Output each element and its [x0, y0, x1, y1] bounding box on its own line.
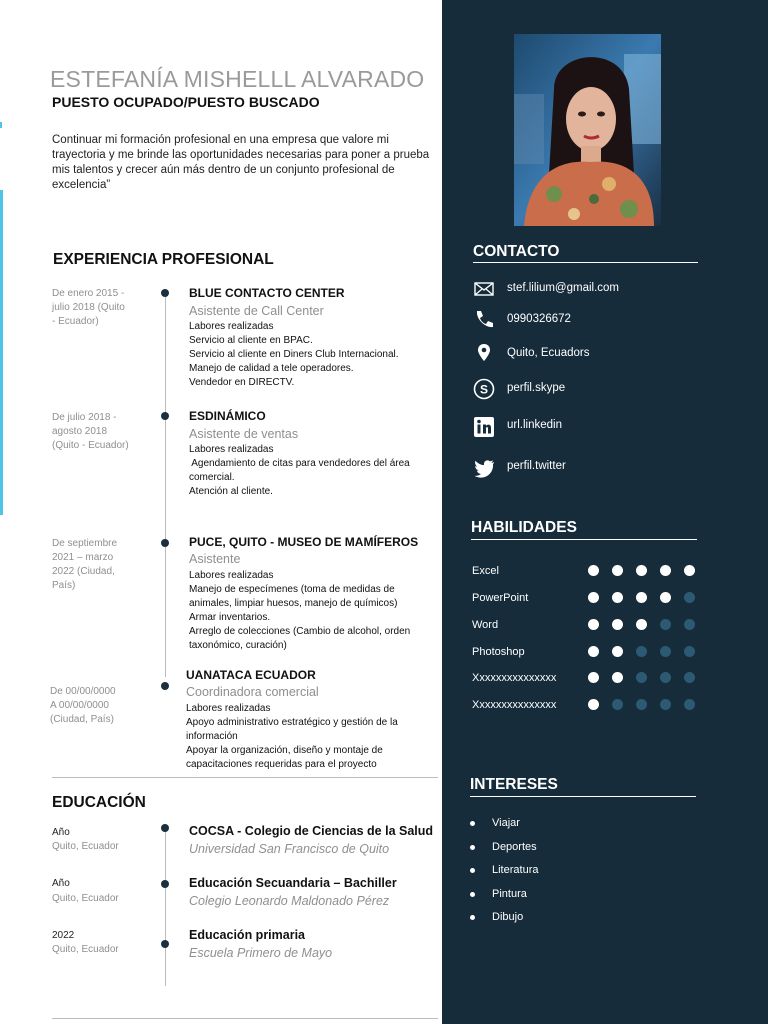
interest-item: Deportes	[492, 841, 537, 853]
skills-title: HABILIDADES	[471, 519, 577, 536]
skill-level-dot	[636, 672, 647, 683]
interests-rule	[470, 796, 696, 797]
interest-bullet	[470, 915, 475, 920]
skill-level-dot	[588, 646, 599, 657]
contact-rule	[473, 262, 698, 263]
contact-phone[interactable]: 0990326672	[507, 313, 571, 325]
experience-date: De 00/00/0000 A 00/00/0000 (Ciudad, País)	[50, 686, 116, 725]
timeline-dot	[161, 940, 169, 948]
skill-level-dot	[612, 672, 623, 683]
skill-level-dot	[660, 672, 671, 683]
skill-level-dot	[588, 592, 599, 603]
skill-level-dot	[684, 565, 695, 576]
twitter-icon	[473, 457, 495, 479]
education-school: Escuela Primero de Mayo	[189, 946, 333, 960]
skill-level-dot	[684, 646, 695, 657]
skill-level-dot	[660, 565, 671, 576]
skill-level-dot	[636, 592, 647, 603]
experience-company: PUCE, QUITO - MUSEO DE MAMÍFEROS	[189, 535, 419, 549]
timeline-dot	[161, 289, 169, 297]
skype-icon	[473, 378, 495, 400]
skill-level-dot	[588, 699, 599, 710]
skill-level-dot	[612, 565, 623, 576]
skills-rule	[471, 539, 697, 540]
education-place: Quito, Ecuador	[52, 893, 119, 904]
skill-level-dot	[612, 592, 623, 603]
experience-timeline	[165, 292, 166, 677]
skill-level-dot	[612, 619, 623, 630]
contact-twitter[interactable]: perfil.twitter	[507, 460, 566, 472]
interest-item: Dibujo	[492, 911, 524, 923]
contact-linkedin[interactable]: url.linkedin	[507, 419, 562, 431]
candidate-name: ESTEFANÍA MISHELLL ALVARADO	[50, 66, 425, 92]
skill-level-dot	[636, 619, 647, 630]
experience-date: De julio 2018 - agosto 2018 (Quito - Ecuador)	[52, 412, 129, 451]
skill-name: Xxxxxxxxxxxxxxx	[472, 672, 557, 684]
education-year: 2022	[52, 930, 75, 941]
experience-tasks: Labores realizadas Agendamiento de citas para vendedores del área comercial. Atención al cliente.	[189, 444, 410, 497]
skill-level-dot	[684, 592, 695, 603]
skill-name: Photoshop	[472, 646, 525, 658]
skill-level-dot	[684, 619, 695, 630]
timeline-dot	[161, 539, 169, 547]
education-timeline	[165, 826, 166, 986]
experience-date: De enero 2015 - julio 2018 (Quito - Ecuador)	[52, 288, 125, 327]
accent-line	[0, 190, 3, 515]
experience-role: Coordinadora comercial	[186, 685, 319, 699]
education-year: Año	[52, 827, 70, 838]
skill-level-dot	[660, 646, 671, 657]
education-place: Quito, Ecuador	[52, 944, 119, 955]
skill-level-dot	[660, 699, 671, 710]
experience-company: ESDINÁMICO	[189, 409, 266, 423]
experience-tasks: Labores realizadas Servicio al cliente en BPAC. Servicio al cliente en Diners Club Internacional. Manejo de calidad a tele operadores. Vendedor en DIRECTV.	[189, 321, 399, 388]
interest-bullet	[470, 845, 475, 850]
interest-item: Literatura	[492, 864, 539, 876]
sidebar	[442, 0, 768, 1024]
interest-item: Viajar	[492, 817, 520, 829]
skill-level-dot	[588, 672, 599, 683]
interest-bullet	[470, 868, 475, 873]
contact-skype[interactable]: perfil.skype	[507, 382, 566, 394]
education-title: EDUCACIÓN	[52, 794, 146, 811]
skill-level-dot	[636, 699, 647, 710]
education-school: Universidad San Francisco de Quito	[189, 842, 390, 856]
timeline-dot	[161, 880, 169, 888]
education-year: Año	[52, 878, 70, 889]
education-degree: Educación Secuandaria – Bachiller	[189, 876, 397, 890]
education-school: Colegio Leonardo Maldonado Pérez	[189, 894, 390, 908]
education-degree: Educación primaria	[189, 928, 306, 942]
interests-title: INTERESES	[470, 776, 558, 793]
education-degree: COCSA - Colegio de Ciencias de la Salud	[189, 824, 434, 838]
skill-level-dot	[612, 646, 623, 657]
skill-level-dot	[588, 565, 599, 576]
phone-icon	[473, 308, 495, 330]
skill-name: Excel	[472, 565, 499, 577]
experience-tasks: Labores realizadas Apoyo administrativo estratégico y gestión de la información Apoyar la organización, diseño y montaje de capacitaciones requeridas para el proyecto	[186, 703, 398, 770]
job-title: PUESTO OCUPADO/PUESTO BUSCADO	[52, 94, 320, 110]
experience-date: De septiembre 2021 – marzo 2022 (Ciudad, País)	[52, 538, 118, 591]
linkedin-icon	[473, 416, 495, 438]
education-place: Quito, Ecuador	[52, 841, 119, 852]
contact-email[interactable]: stef.lilium@gmail.com	[507, 282, 620, 294]
contact-title: CONTACTO	[473, 243, 560, 260]
skill-name: PowerPoint	[472, 592, 529, 604]
timeline-dot	[161, 682, 169, 690]
interest-item: Pintura	[492, 888, 527, 900]
bottom-divider	[52, 1018, 438, 1019]
skill-level-dot	[684, 699, 695, 710]
mail-icon	[473, 278, 495, 300]
interest-bullet	[470, 892, 475, 897]
skill-name: Word	[472, 619, 499, 631]
experience-role: Asistente de ventas	[189, 427, 299, 441]
skill-level-dot	[684, 672, 695, 683]
skill-level-dot	[660, 592, 671, 603]
interest-bullet	[470, 821, 475, 826]
timeline-dot	[161, 412, 169, 420]
objective-text: Continuar mi formación profesional en una empresa que valore mi trayectoria y me brinde las oportunidades necesarias para poner a prueba mis talentos y crecer aún más dentro de un conjunto profesional de excelencia”	[52, 134, 430, 191]
contact-location: Quito, Ecuadors	[507, 347, 590, 359]
skill-level-dot	[636, 565, 647, 576]
svg-text:S: S	[479, 382, 489, 397]
experience-role: Asistente	[189, 552, 241, 566]
experience-company: BLUE CONTACTO CENTER	[189, 286, 345, 300]
experience-tasks: Labores realizadas Manejo de especímenes (toma de medidas de animales, limpiar huesos, manejo de químicos) Armar inventarios. Arreglo de colecciones (Cambio de alcohol, orden taxonómico, curación)	[189, 570, 411, 651]
section-divider	[52, 777, 438, 778]
skill-level-dot	[612, 699, 623, 710]
experience-role: Asistente de Call Center	[189, 304, 324, 318]
skill-level-dot	[636, 646, 647, 657]
skill-level-dot	[660, 619, 671, 630]
skill-name: Xxxxxxxxxxxxxxx	[472, 699, 557, 711]
timeline-dot	[161, 824, 169, 832]
skill-level-dot	[588, 619, 599, 630]
experience-company: UANATACA ECUADOR	[186, 668, 316, 682]
profile-photo-illustration	[514, 34, 661, 226]
profile-photo	[514, 34, 661, 226]
experience-title: EXPERIENCIA PROFESIONAL	[53, 251, 274, 268]
accent-mark	[0, 122, 2, 128]
location-pin-icon	[473, 342, 495, 364]
